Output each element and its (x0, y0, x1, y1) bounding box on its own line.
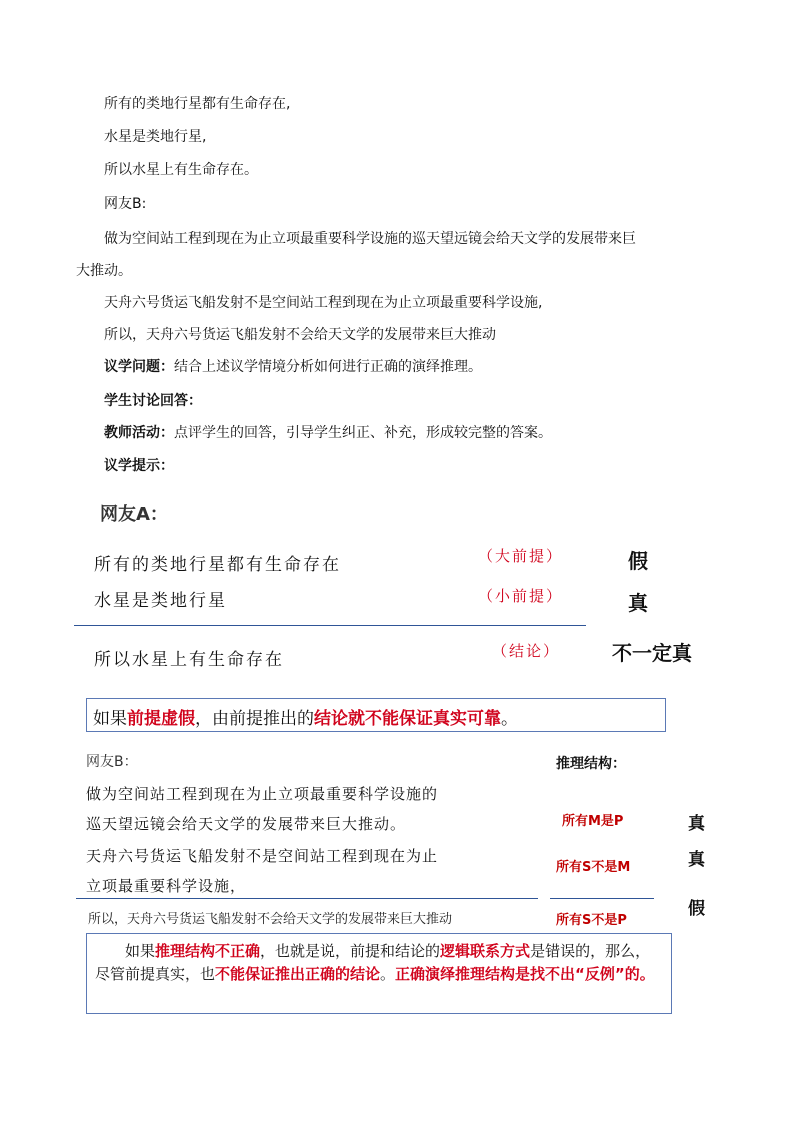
text-line-7: 所以，天舟六号货运飞船发射不会给天文学的发展带来巨大推动 (104, 327, 496, 343)
structure-truth-1: 真 (688, 814, 705, 834)
slide-a-tag-3: （结论） (492, 642, 561, 660)
structure-form-2: 所有S不是M (556, 860, 631, 875)
structure-form-3: 所有S不是P (556, 913, 627, 928)
label-xuesheng-taolun: 学生讨论回答： (104, 393, 202, 409)
box-a-part-5: 。 (501, 709, 518, 729)
slide-b-box-text (95, 940, 663, 986)
box-b-part-6: 不能保证推出正确的结论 (215, 965, 381, 983)
slide-b-divider-left (76, 898, 538, 899)
slide-b-divider-right (550, 898, 654, 899)
slide-a-truth-3: 不一定真 (612, 641, 692, 665)
box-b-part-4: 逻辑联系方式 (440, 942, 531, 960)
slide-a-tag-1: （大前提） (478, 547, 564, 565)
slide-a-tag-2: （小前提） (478, 587, 564, 605)
box-a-part-3: ，由前提推出的 (195, 709, 314, 729)
slide-b-structure-label: 推理结构： (556, 756, 626, 772)
slide-b-conclusion: 所以，天舟六号货运飞船发射不会给天文学的发展带来巨大推动 (88, 912, 453, 927)
structure-truth-3: 假 (688, 899, 705, 919)
slide-a-statement-1: 所有的类地行星都有生命存在 (94, 555, 341, 575)
text-line-10 (104, 424, 552, 442)
slide-b-premise-2b: 立项最重要科学设施， (86, 877, 247, 895)
slide-b-premise-1b: 巡天望远镜会给天文学的发展带来巨大推动。 (86, 815, 407, 833)
text-yixue-wenti: 结合上述议学情境分析如何进行正确的演绎推理。 (174, 359, 482, 375)
box-a-part-1: 如果 (93, 709, 127, 729)
slide-a-truth-2: 真 (628, 591, 648, 615)
slide-a-divider (74, 625, 586, 626)
box-b-part-7: 。 (380, 965, 396, 983)
slide-a-box-text (93, 704, 518, 729)
slide-b-premise-1a: 做为空间站工程到现在为止立项最重要科学设施的 (86, 785, 439, 803)
box-b-part-8: 正确演绎推理结构是找不出“反例”的。 (395, 965, 655, 983)
label-yixue-tishi: 议学提示： (104, 458, 174, 474)
text-line-1: 所有的类地行星都有生命存在, (104, 96, 291, 112)
slide-a-statement-3: 所以水星上有生命存在 (94, 650, 284, 670)
slide-b-heading: 网友B： (86, 754, 138, 770)
text-line-3: 所以水星上有生命存在。 (104, 162, 258, 178)
text-line-8 (104, 358, 482, 376)
slide-a-conclusion-box (86, 698, 666, 732)
box-b-part-1: 如果 (125, 942, 156, 960)
box-b-part-5: 是错误的，那么，尽管前提真实，也 (95, 942, 651, 983)
label-jiaoshi-huodong: 教师活动： (104, 425, 174, 441)
box-a-part-4: 结论就不能保证真实可靠 (314, 709, 501, 729)
text-line-5a: 做为空间站工程到现在为止立项最重要科学设施的巡天望远镜会给天文学的发展带来巨 (104, 231, 636, 247)
text-line-4: 网友B: (104, 196, 147, 212)
box-b-part-2: 推理结构不正确 (155, 942, 261, 960)
slide-a-statement-2: 水星是类地行星 (94, 591, 227, 611)
text-line-5b: 大推动。 (76, 263, 132, 279)
slide-b-premise-2a: 天舟六号货运飞船发射不是空间站工程到现在为止 (86, 847, 439, 865)
slide-b-conclusion-box (86, 933, 672, 1014)
structure-truth-2: 真 (688, 850, 705, 870)
text-line-2: 水星是类地行星, (104, 129, 207, 145)
slide-a-heading: 网友A： (100, 504, 168, 525)
slide-a-truth-1: 假 (628, 549, 648, 573)
box-a-part-2: 前提虚假 (127, 709, 195, 729)
text-line-6: 天舟六号货运飞船发射不是空间站工程到现在为止立项最重要科学设施, (104, 295, 543, 311)
text-jiaoshi-huodong: 点评学生的回答，引导学生纠正、补充，形成较完整的答案。 (174, 425, 552, 441)
label-yixue-wenti: 议学问题： (104, 359, 174, 375)
structure-form-1: 所有M是P (562, 814, 624, 829)
box-b-part-3: ，也就是说，前提和结论的 (260, 942, 441, 960)
